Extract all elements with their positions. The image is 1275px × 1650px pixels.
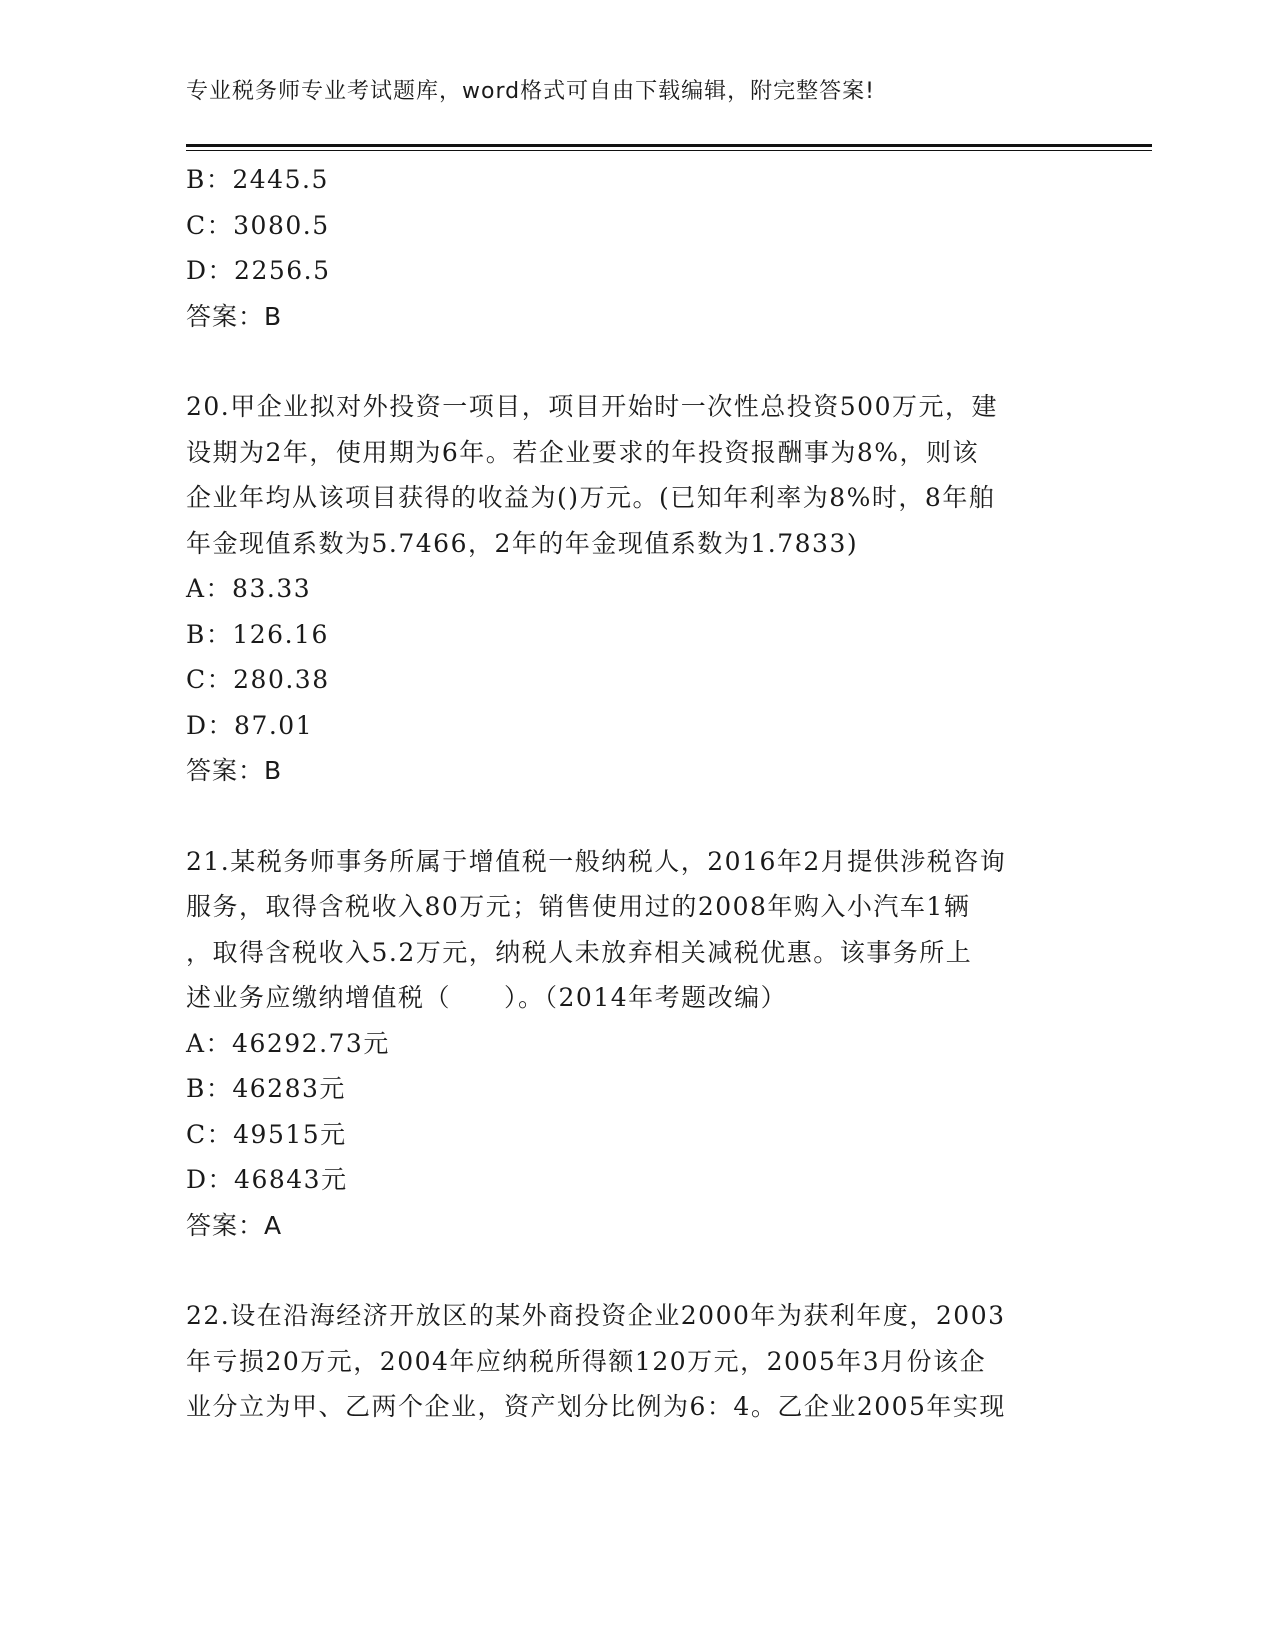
spacer: [186, 339, 1086, 384]
spacer: [186, 1248, 1086, 1293]
option-b: B：46283元: [186, 1074, 346, 1103]
question-22-text-line: 年亏损20万元，2004年应纳税所得额120万元，2005年3月份该企: [186, 1346, 987, 1376]
question-20-text-line: 20.甲企业拟对外投资一项目，项目开始时一次性总投资500万元，建: [186, 392, 998, 421]
question-21-text-line: 21.某税务师事务所属于增值税一般纳税人，2016年2月提供涉税咨询: [186, 846, 1007, 876]
question-19-answer: 答案：B: [186, 301, 283, 331]
page-header: 专业税务师专业考试题库，word格式可自由下载编辑，附完整答案!: [186, 79, 875, 104]
question-21-text-line: 服务，取得含税收入80万元；销售使用过的2008年购入小汽车1辆: [186, 892, 971, 921]
option-a: A：46292.73元: [186, 1028, 390, 1058]
option-d: D：87.01: [186, 710, 314, 740]
question-21-answer: 答案：A: [186, 1210, 283, 1240]
option-d: D：2256.5: [186, 256, 331, 285]
option-c: C：280.38: [186, 665, 330, 694]
question-21-text-line: 述业务应缴纳增值税（ ）。（2014年考题改编）: [186, 983, 788, 1012]
header-divider-thin: [186, 150, 1152, 151]
question-22-text-line: 22.设在沿海经济开放区的某外商投资企业2000年为获利年度，2003: [186, 1301, 1006, 1330]
question-20-text-line: 企业年均从该项目获得的收益为()万元。(已知年利率为8%时，8年舶: [186, 483, 996, 512]
option-c: C：3080.5: [186, 210, 330, 240]
option-b: B：2445.5: [186, 165, 329, 194]
option-a: A：83.33: [186, 574, 312, 603]
question-content: [186, 157, 1086, 1430]
question-20-answer: 答案：B: [186, 756, 283, 785]
option-d: D：46843元: [186, 1165, 348, 1194]
option-b: B：126.16: [186, 619, 329, 649]
question-22: [186, 1293, 1086, 1430]
question-20-text-line: 年金现值系数为5.7466，2年的年金现值系数为1.7833): [186, 528, 859, 558]
question-21-text-line: ，取得含税收入5.2万元，纳税人未放弃相关减税优惠。该事务所上: [186, 937, 973, 967]
question-20: [186, 384, 1086, 794]
option-c: C：49515元: [186, 1119, 347, 1149]
question-22-text-line: 业分立为甲、乙两个企业，资产划分比例为6：4。乙企业2005年实现: [186, 1392, 1006, 1421]
spacer: [186, 794, 1086, 839]
question-19-options: [186, 157, 1086, 294]
header-divider-thick: [186, 144, 1152, 147]
question-20-text-line: 设期为2年，使用期为6年。若企业要求的年投资报酬事为8%，则该: [186, 437, 979, 467]
question-21: [186, 839, 1086, 1249]
